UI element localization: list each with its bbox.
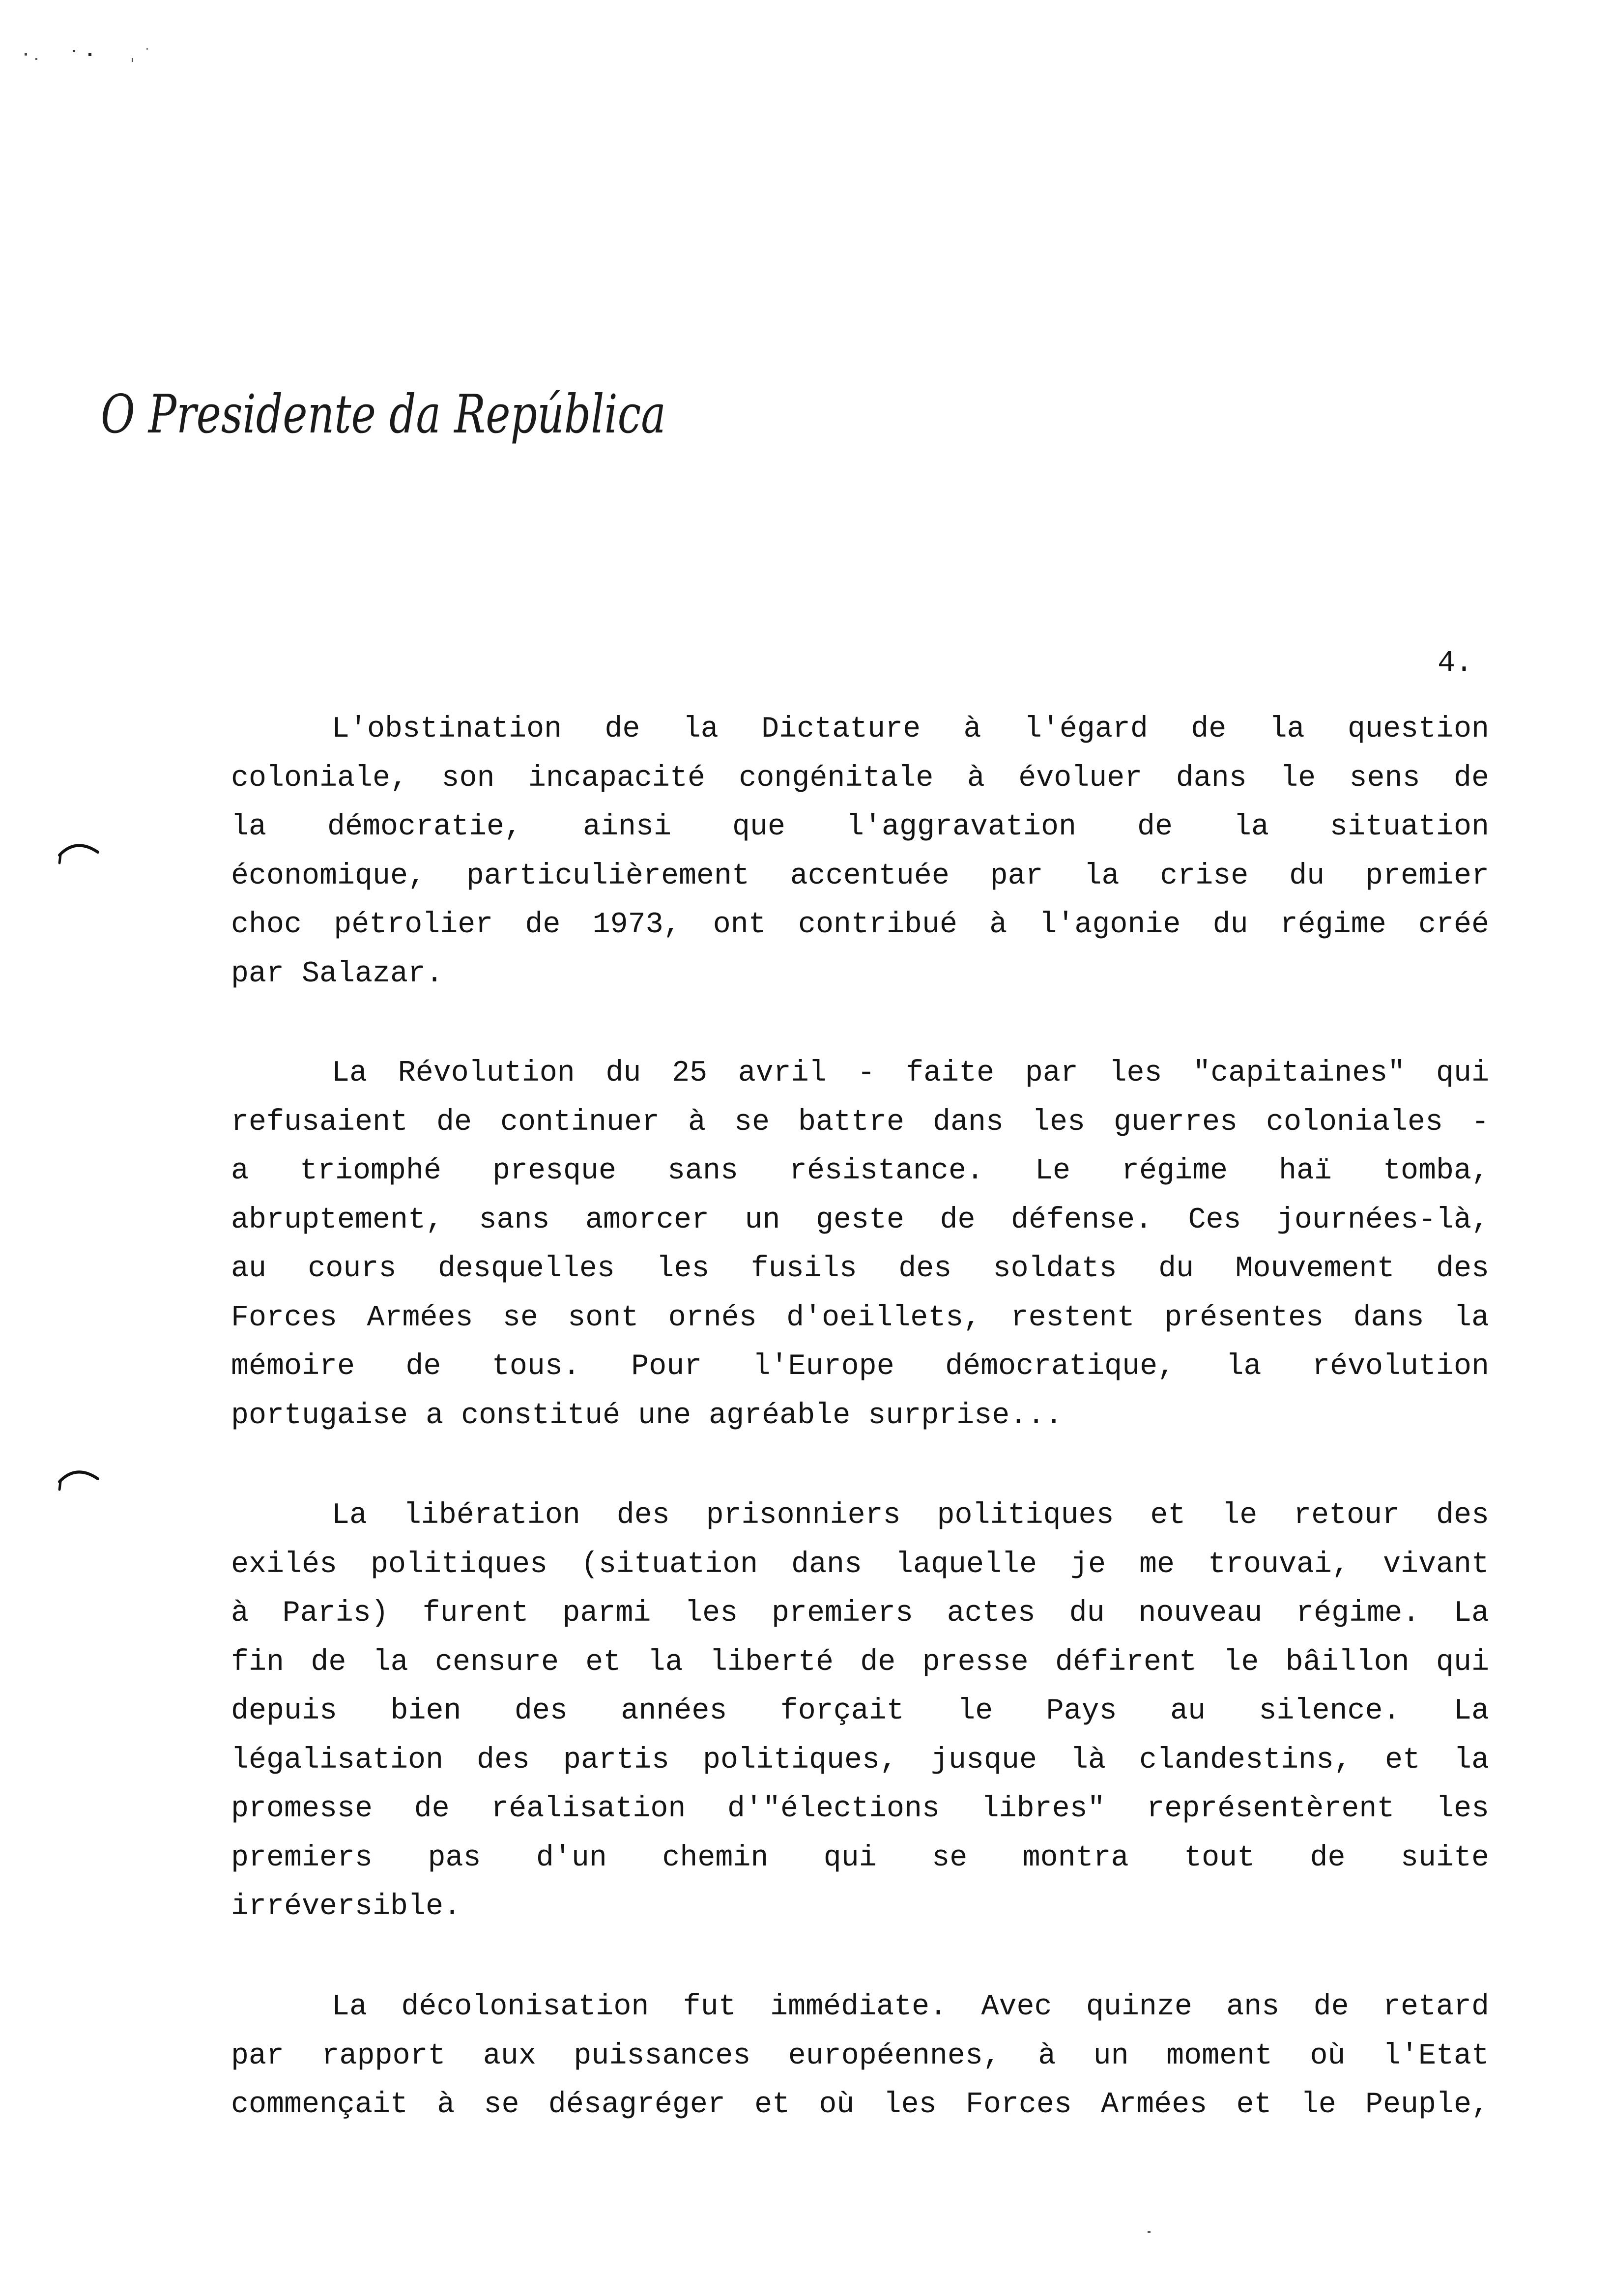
text-line: irréversible. (231, 1890, 461, 1923)
text-line: portugaise a constitué une agréable surprise... (231, 1399, 1063, 1433)
paragraph-2 (231, 1049, 1489, 1440)
text-line: exilés politiques (situation dans laquelle je me trouvai, vivant (231, 1548, 1489, 1581)
margin-hole-punch-mark (57, 835, 101, 865)
text-line: La Révolution du 25 avril - faite par les "capitaines" qui (332, 1057, 1489, 1090)
paragraph-1 (231, 705, 1489, 999)
text-line: au cours desquelles les fusils des soldats du Mouvement des (231, 1252, 1489, 1286)
text-line: choc pétrolier de 1973, ont contribué à l'agonie du régime créé (231, 908, 1489, 942)
text-line: L'obstination de la Dictature à l'égard de la question (332, 713, 1489, 746)
text-line: légalisation des partis politiques, jusque là clandestins, et la (231, 1743, 1489, 1777)
text-line: fin de la censure et la liberté de presse défirent le bâillon qui (231, 1645, 1489, 1679)
text-line: coloniale, son incapacité congénitale à évoluer dans le sens de (231, 761, 1489, 795)
paragraph-3 (231, 1492, 1489, 1932)
text-line: La décolonisation fut immédiate. Avec quinze ans de retard (332, 1990, 1489, 2024)
scan-speck-decoration (1148, 2231, 1151, 2233)
text-line: commençait à se désagréger et où les Forces Armées et le Peuple, (231, 2088, 1489, 2122)
text-line: par Salazar. (231, 957, 444, 991)
text-line: mémoire de tous. Pour l'Europe démocratique, la révolution (231, 1350, 1489, 1383)
margin-hole-punch-mark (57, 1462, 101, 1492)
text-line: abruptement, sans amorcer un geste de défense. Ces journées-là, (231, 1203, 1489, 1237)
text-line: La libération des prisonniers politiques et le retour des (332, 1499, 1489, 1532)
page-number: 4. (1438, 647, 1473, 680)
letterhead-title (101, 383, 681, 452)
text-line: depuis bien des années forçait le Pays au silence. La (231, 1694, 1489, 1728)
svg-text:O Presidente da República: O Presidente da República (101, 384, 666, 445)
text-line: a triomphé presque sans résistance. Le régime haï tomba, (231, 1154, 1489, 1188)
text-line: par rapport aux puissances européennes, à un moment où l'Etat (231, 2039, 1489, 2073)
text-line: refusaient de continuer à se battre dans les guerres coloniales - (231, 1105, 1489, 1139)
paragraph-4 (231, 1983, 1489, 2130)
text-line: Forces Armées se sont ornés d'oeillets, restent présentes dans la (231, 1301, 1489, 1335)
text-line: premiers pas d'un chemin qui se montra tout de suite (231, 1841, 1489, 1875)
text-line: économique, particulièrement accentuée par la crise du premier (231, 859, 1489, 893)
text-line: la démocratie, ainsi que l'aggravation de la situation (231, 810, 1489, 844)
text-line: à Paris) furent parmi les premiers actes du nouveau régime. La (231, 1597, 1489, 1630)
text-line: promesse de réalisation d'"élections libres" représentèrent les (231, 1792, 1489, 1826)
scan-specks-decoration (20, 44, 177, 79)
